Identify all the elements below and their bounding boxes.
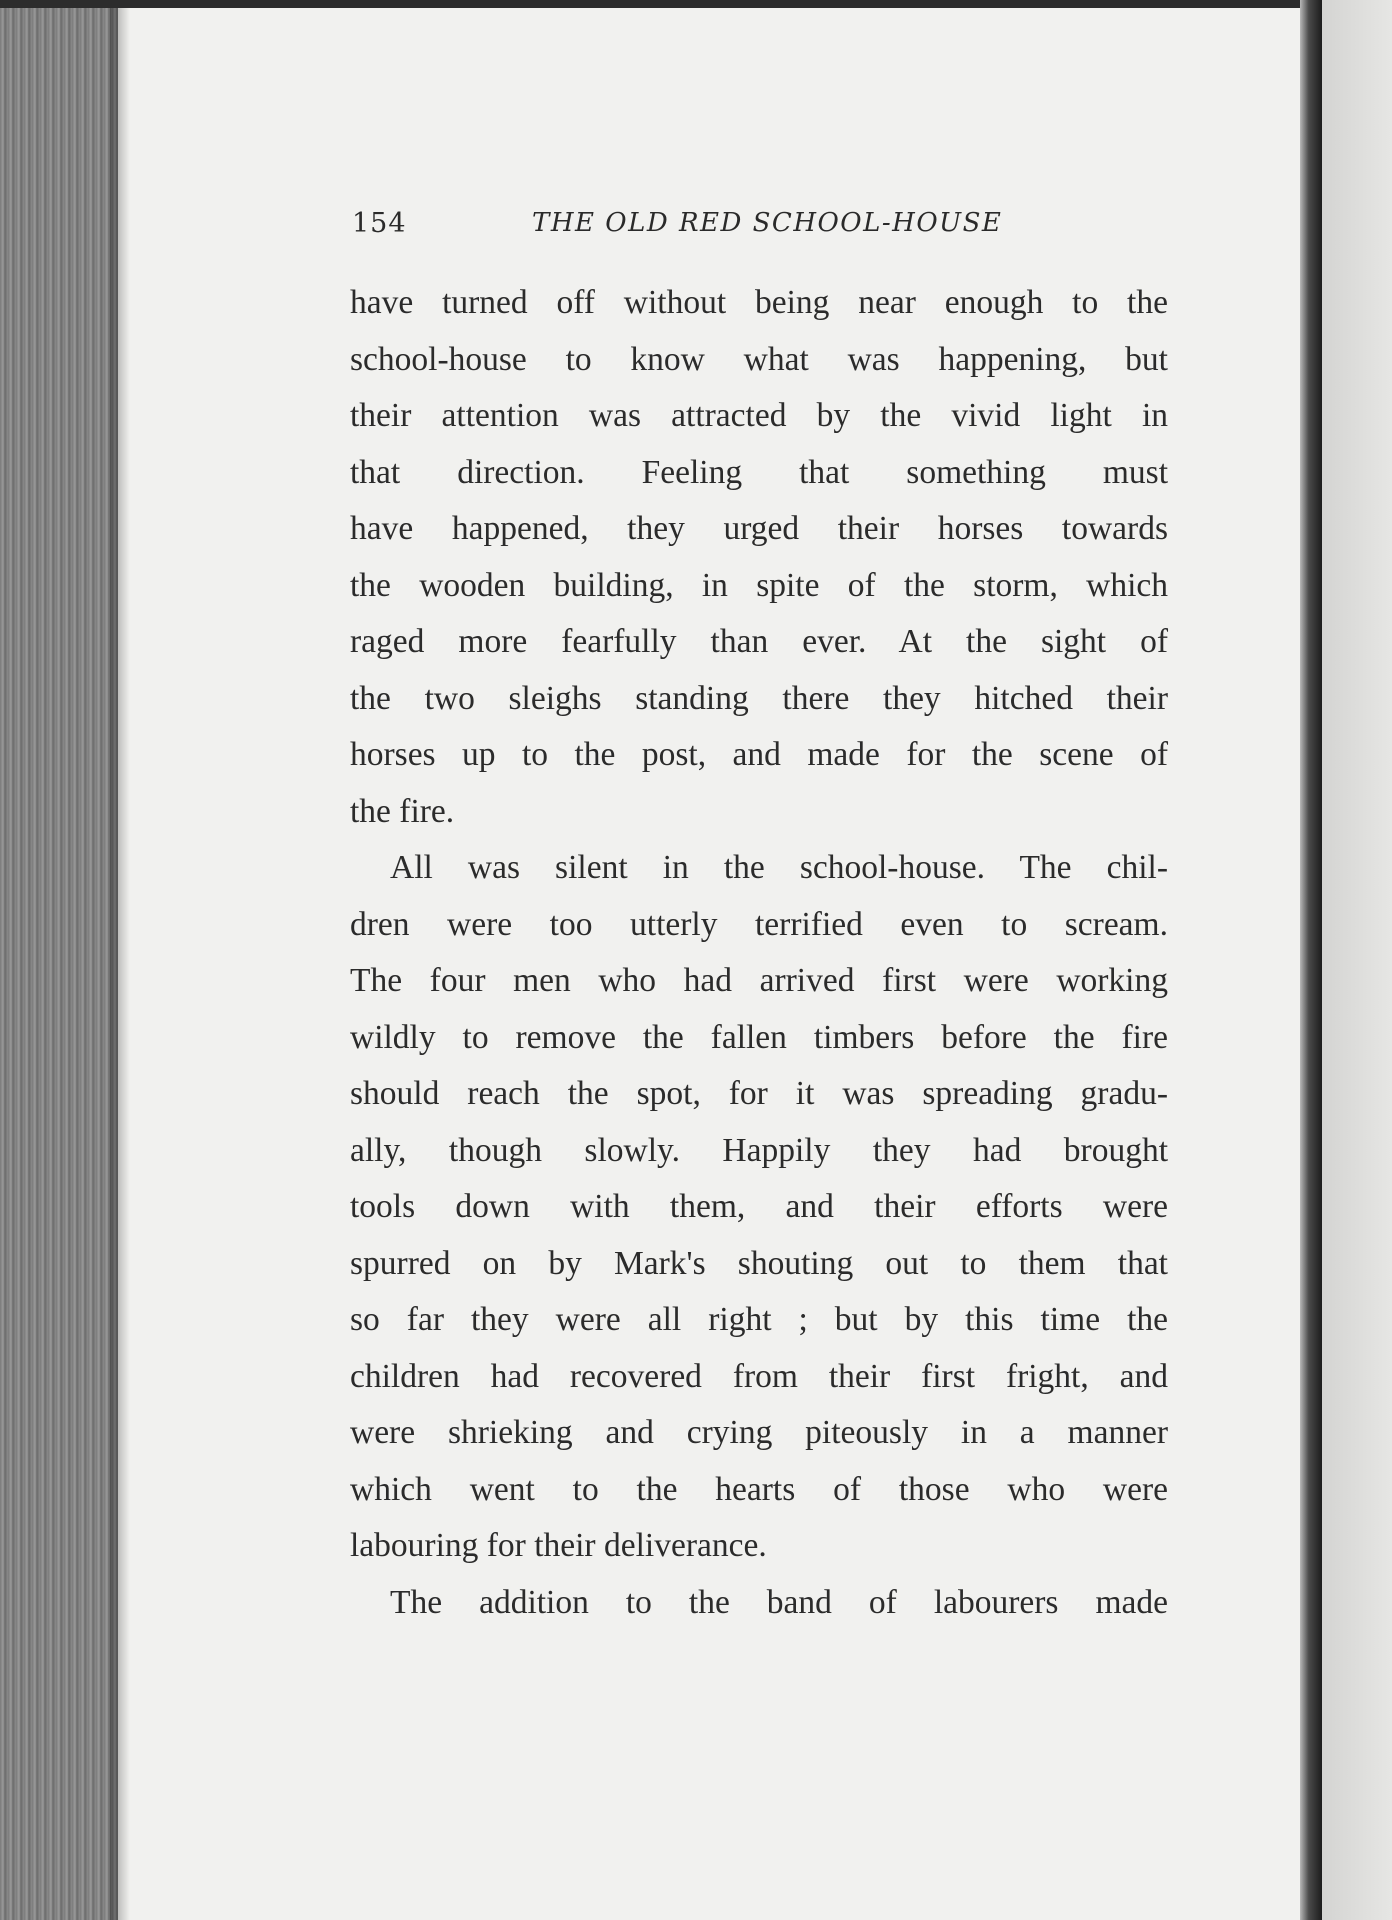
text-line: have turned off without being near enough to the (350, 284, 1168, 321)
running-title: THE OLD RED SCHOOL-HOUSE (532, 208, 1003, 238)
text-line: so far they were all right ; but by this time the (350, 1301, 1168, 1338)
text-line: that direction. Feeling that something must (350, 453, 1168, 491)
text-line: The addition to the band of labourers made (390, 1583, 1168, 1621)
body-text (350, 275, 1168, 1631)
text-line: The four men who had arrived first were working (350, 962, 1168, 999)
text-line: which went to the hearts of those who were (350, 1470, 1168, 1508)
paragraph-3 (350, 1575, 1168, 1632)
text-line: All was silent in the school-house. The chil- (390, 849, 1168, 886)
paragraph-2 (350, 840, 1168, 1575)
book-gutter (1300, 0, 1322, 1920)
text-line: should reach the spot, for it was spreading gradu- (350, 1075, 1168, 1112)
text-line: were shrieking and crying piteously in a manner (350, 1414, 1168, 1451)
facing-page-edge (1322, 0, 1392, 1920)
text-line: the wooden building, in spite of the storm, which (350, 566, 1168, 604)
text-line: spurred on by Mark's shouting out to them that (350, 1244, 1168, 1282)
running-head (352, 208, 1012, 252)
text-line: ally, though slowly. Happily they had brought (350, 1131, 1168, 1169)
text-line: horses up to the post, and made for the scene of (350, 736, 1168, 773)
page-edge-shadow (110, 8, 130, 1920)
text-line: tools down with them, and their efforts were (350, 1188, 1168, 1225)
text-line: raged more fearfully than ever. At the sight of (350, 623, 1168, 660)
text-line: dren were too utterly terrified even to scream. (350, 905, 1168, 943)
text-line: have happened, they urged their horses towards (350, 510, 1168, 547)
paragraph-1 (350, 275, 1168, 840)
text-line: school-house to know what was happening, but (350, 340, 1168, 378)
text-line: wildly to remove the fallen timbers before the fire (350, 1018, 1168, 1056)
text-line: the two sleighs standing there they hitched their (350, 679, 1168, 717)
text-line: their attention was attracted by the vivid light in (350, 397, 1168, 434)
text-line: the fire. (350, 792, 455, 830)
text-line: children had recovered from their first fright, and (350, 1357, 1168, 1395)
text-line: labouring for their deliverance. (350, 1527, 767, 1564)
page-number: 154 (352, 208, 407, 239)
